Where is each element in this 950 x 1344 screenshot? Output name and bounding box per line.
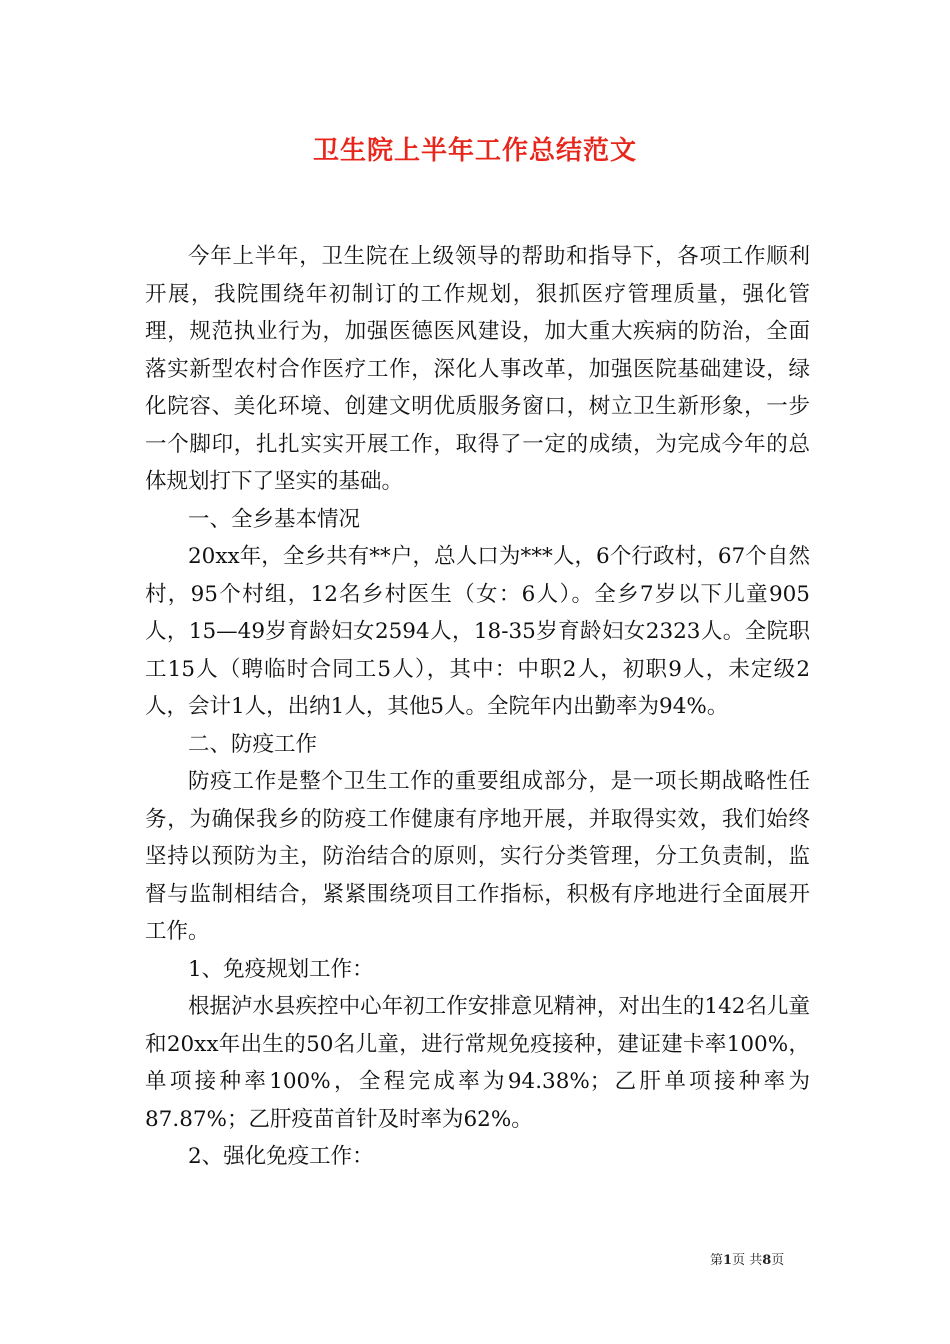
subheading-immunization-planning: 1、免疫规划工作：: [188, 956, 374, 982]
page-footer: [710, 1249, 830, 1268]
document-title: 卫生院上半年工作总结范文: [312, 136, 637, 166]
epidemic-prevention-paragraph: 防疫工作是整个卫生工作的重要组成部分，是一项长期战略性任务，为确保我乡的防疫工作健康有序地开展，并取得实效，我们始终坚持以预防为主，防治结合的原则，实行分类管理，分工负责制，监督与监制相结合，紧紧围绕项目工作指标，积极有序地进行全面展开工作。: [145, 769, 810, 944]
document-body: [145, 238, 810, 1176]
subheading-strengthen-immunization: 2、强化免疫工作：: [188, 1144, 374, 1169]
basic-info-paragraph: 20xx年，全乡共有**户，总人口为***人，6个行政村，67个自然村，95个村组，12名乡村医生（女：6人）。全乡7岁以下儿童905人，15—49岁育龄妇女2594人，18-35岁育龄妇女2323人。全院职工15人（聘临时合同工5人），其中：中职2人，初职9人，未定级2人，会计1人，出纳1人，其他5人。全院年内出勤率为94%。: [145, 544, 810, 719]
current-page-number: 1: [723, 1253, 733, 1268]
footer-prefix: 第: [710, 1253, 724, 1268]
intro-paragraph: 今年上半年，卫生院在上级领导的帮助和指导下，各项工作顺利开展，我院围绕年初制订的工作规划，狠抓医疗管理质量，强化管理，规范执业行为，加强医德医风建设，加大重大疾病的防治，全面落实新型农村合作医疗工作，深化人事改革，加强医院基础建设，绿化院容、美化环境、创建文明优质服务窗口，树立卫生新形象，一步一个脚印，扎扎实实开展工作，取得了一定的成绩，为完成今年的总体规划打下了坚实的基础。: [145, 244, 810, 494]
footer-suffix: 页: [771, 1253, 785, 1268]
immunization-planning-paragraph: 根据泸水县疾控中心年初工作安排意见精神，对出生的142名儿童和20xx年出生的50名儿童，进行常规免疫接种，建证建卡率100%，单项接种率100%，全程完成率为94.38%；乙肝单项接种率为87.87%；乙肝疫苗首针及时率为62%。: [145, 994, 810, 1132]
footer-middle: 页 共: [732, 1253, 763, 1268]
section-heading-epidemic-prevention: 二、防疫工作: [188, 731, 318, 757]
section-heading-basic-info: 一、全乡基本情况: [188, 506, 361, 532]
total-pages-number: 8: [762, 1253, 772, 1268]
